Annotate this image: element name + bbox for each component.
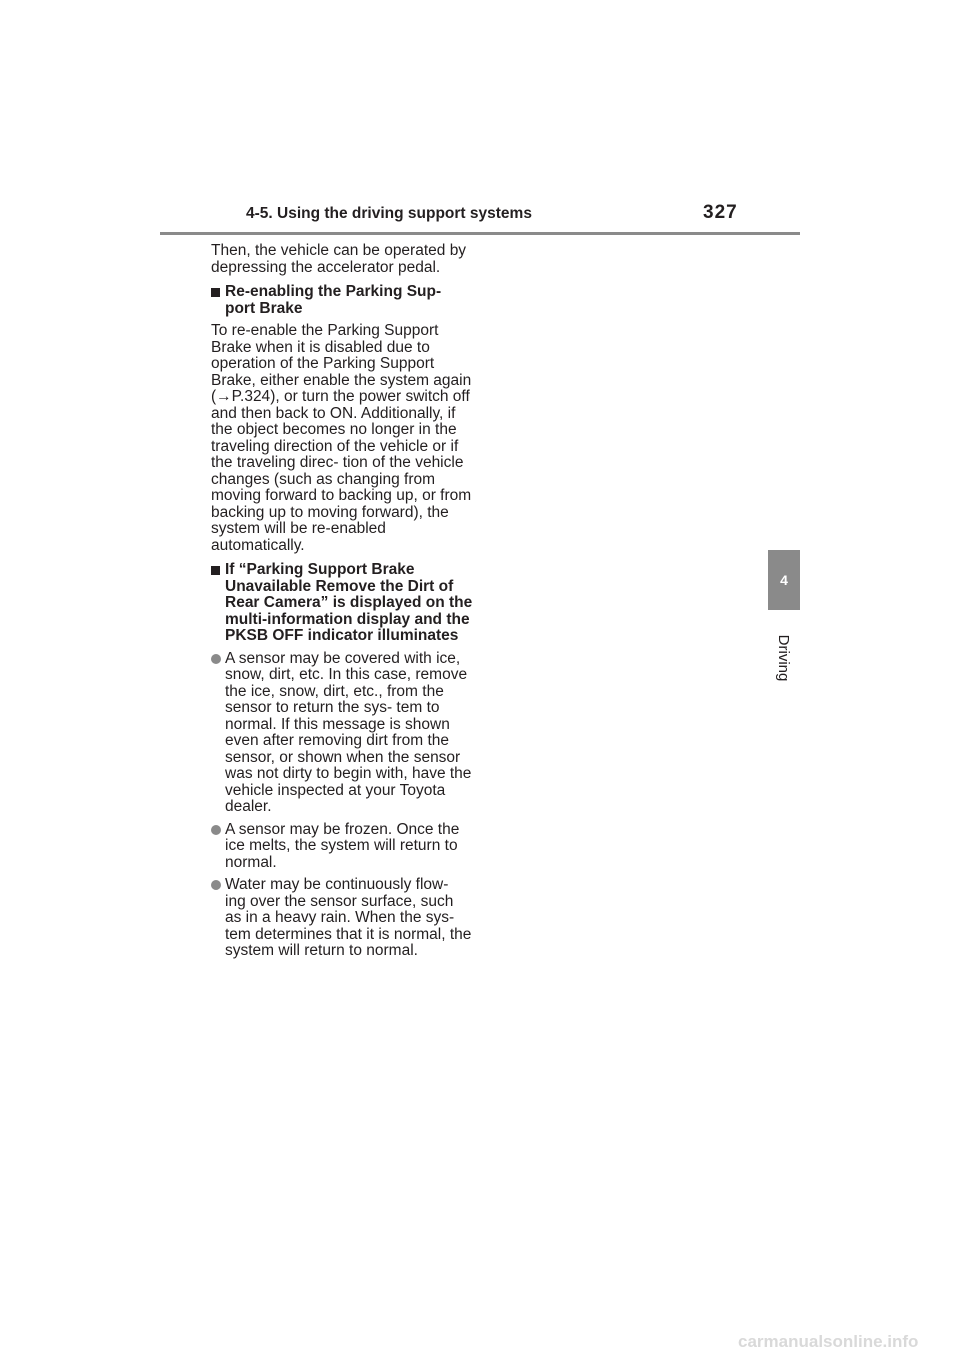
list-item-text: Water may be continuously flow- ing over the sensor surface, such as in a heavy rain. When the sys- tem determines that it is normal, the system will return to normal. bbox=[225, 876, 472, 959]
section-heading-warning-message bbox=[211, 562, 473, 645]
reenable-text-after: ), or turn the power switch off and then back to ON. Additionally, if the object becomes no longer in the traveling direction of the vehicle or if the traveling direc- tion of the vehicle changes (such as changing from moving forward to backing up, or from backing up to moving forward), the system will be re-enabled automatically. bbox=[211, 388, 472, 554]
list-item bbox=[211, 651, 473, 816]
circle-bullet-icon bbox=[211, 880, 221, 890]
page-reference-link[interactable]: P.324 bbox=[231, 388, 271, 405]
watermark: carmanualsonline.info bbox=[738, 1332, 919, 1351]
section-heading-text: If “Parking Support Brake Unavailable Remove the Dirt of Rear Camera” is displayed on the multi-information display and the PKSB OFF indicator illuminates bbox=[225, 561, 473, 644]
list-item-text: A sensor may be covered with ice, snow, dirt, etc. In this case, remove the ice, snow, dirt, etc., from the sensor to return the sys- tem to normal. If this message is shown even after removing dirt from the sensor, or shown when the sensor was not dirty to begin with, have the vehicle inspected at your Toyota dealer. bbox=[225, 649, 472, 815]
page-number: 327 bbox=[703, 202, 738, 223]
list-item bbox=[211, 822, 473, 872]
chapter-number: 4 bbox=[780, 572, 788, 588]
circle-bullet-icon bbox=[211, 654, 221, 664]
chapter-label: Driving bbox=[775, 634, 793, 682]
circle-bullet-icon bbox=[211, 825, 221, 835]
section-header-title: 4-5. Using the driving support systems bbox=[246, 205, 532, 222]
header-divider bbox=[160, 232, 800, 235]
arrow-icon: → bbox=[216, 388, 232, 405]
square-bullet-icon bbox=[211, 288, 220, 297]
section-heading-reenable bbox=[211, 284, 473, 317]
square-bullet-icon bbox=[211, 566, 220, 575]
list-item-text: A sensor may be frozen. Once the ice melts, the system will return to normal. bbox=[225, 820, 460, 871]
reenable-paragraph bbox=[211, 323, 473, 554]
chapter-tab bbox=[768, 550, 800, 610]
reenable-text-before: To re-enable the Parking Support Brake when it is disabled due to operation of the Parking Support Brake, either enable the system again ( bbox=[211, 322, 472, 405]
intro-paragraph: Then, the vehicle can be operated by depressing the accelerator pedal. bbox=[211, 242, 467, 276]
main-content bbox=[211, 243, 473, 966]
section-heading-text: Re-enabling the Parking Sup- port Brake bbox=[225, 283, 442, 317]
list-item bbox=[211, 877, 473, 960]
